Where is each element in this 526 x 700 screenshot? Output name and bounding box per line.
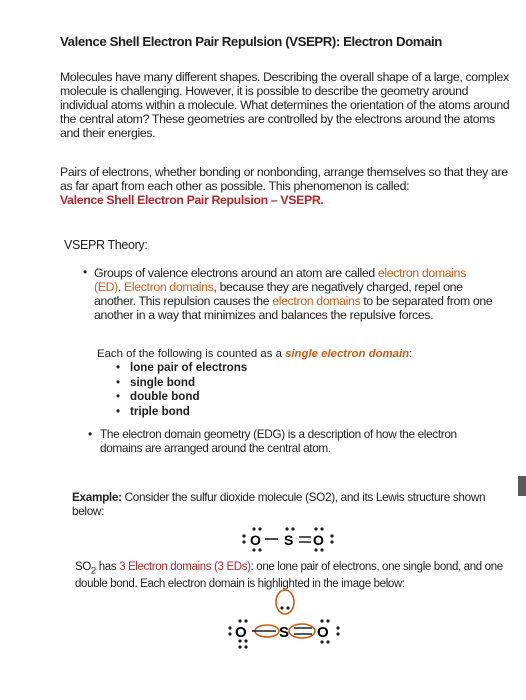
- bullet-dot: •: [116, 390, 121, 404]
- so2-text-a: has: [95, 561, 120, 573]
- oxygen-atom-right: O: [313, 532, 324, 548]
- domain-type-double-bond: double bond: [130, 390, 200, 404]
- vsepr-highlight: Valence Shell Electron Pair Repulsion – VSEPR.: [60, 193, 324, 207]
- so2-formula: SO: [75, 561, 91, 573]
- single-domain-emphasis: single electron domain: [285, 348, 410, 360]
- list-item: [116, 361, 247, 376]
- bullet-dot-2: •: [88, 427, 92, 441]
- sulfur-atom: S: [284, 532, 293, 548]
- list-item: [116, 390, 247, 405]
- bullet-edg-definition: The electron domain geometry (EDG) is a description of how the electron domains are arranged around the central atom.: [100, 427, 457, 455]
- domain-types-list: [116, 361, 247, 419]
- bullet-dot: •: [116, 404, 121, 418]
- bullet1-text-a: Groups of valence electrons around an atom are called: [94, 266, 378, 280]
- lone-pair-domain-highlight: [276, 590, 294, 614]
- oxygen-atom-right-2: O: [317, 624, 329, 641]
- domain-type-lone-pair: lone pair of electrons: [130, 361, 248, 374]
- example-text: Consider the sulfur dioxide molecule (SO2), and its Lewis structure shown below:: [72, 490, 486, 518]
- single-domain-intro: [97, 347, 507, 361]
- double-bond-domain-highlight: [289, 624, 315, 638]
- term-electron-domains-2: electron domains: [272, 294, 361, 308]
- bullet-electron-domains: [94, 266, 494, 322]
- list-item: [116, 376, 247, 391]
- bullet1-text-b: .: [117, 280, 125, 294]
- page-title: Valence Shell Electron Pair Repulsion (VSEPR): Electron Domain: [60, 34, 442, 49]
- definition-text: Pairs of electrons, whether bonding or nonbonding, arrange themselves so that they are as far apart from each other as possible. This phenomenon is called:: [60, 165, 508, 193]
- theory-heading: VSEPR Theory:: [64, 238, 148, 252]
- term-electron-domains-ed: electron domains (ED): [94, 266, 466, 294]
- bullet-dot: •: [116, 375, 121, 389]
- example-paragraph: [72, 491, 492, 518]
- document-page: [50, 20, 516, 700]
- bullet1-text-c: , because they are negatively charged, repel one another. This repulsion causes the: [94, 280, 463, 308]
- example-label: Example:: [72, 490, 122, 504]
- list-item: [116, 405, 247, 420]
- so2-lewis-structure: [240, 525, 350, 555]
- intro-paragraph: Molecules have many different shapes. Describing the overall shape of a large, complex molecule is challenging. However, it is possible to describe the geometry around individual atoms within a molecule. What determines the orientation of the atoms around the central atom? These geometries are controlled by the electrons around the atoms and their energies.: [60, 70, 510, 140]
- bullet-dot: •: [116, 361, 121, 374]
- single-domain-colon: :: [409, 348, 413, 360]
- scrollbar-thumb[interactable]: [518, 476, 526, 496]
- so2-highlighted-structure: [222, 584, 362, 664]
- domain-type-triple-bond: triple bond: [130, 404, 190, 418]
- three-electron-domains-highlight: 3 Electron domains (3 EDs): [119, 561, 251, 573]
- bullet-dot-1: •: [83, 265, 87, 279]
- bullet1-text-d: to be separated from one another in a way that minimizes and balances the repulsive forces.: [94, 294, 493, 322]
- vsepr-definition-paragraph: [60, 165, 510, 207]
- oxygen-atom-left-2: O: [235, 624, 247, 641]
- term-electron-domains: Electron domains: [124, 280, 214, 294]
- so2-subscript: 2: [90, 565, 96, 577]
- single-domain-intro-text: Each of the following is counted as a: [97, 348, 286, 360]
- oxygen-atom-left: O: [250, 532, 261, 548]
- domain-type-single-bond: single bond: [130, 375, 196, 389]
- sulfur-atom-2: S: [279, 624, 289, 641]
- so2-text-b: : one lone pair of electrons, one single bond, and one double bond. Each electron domain is highlighted in the image below:: [75, 561, 503, 590]
